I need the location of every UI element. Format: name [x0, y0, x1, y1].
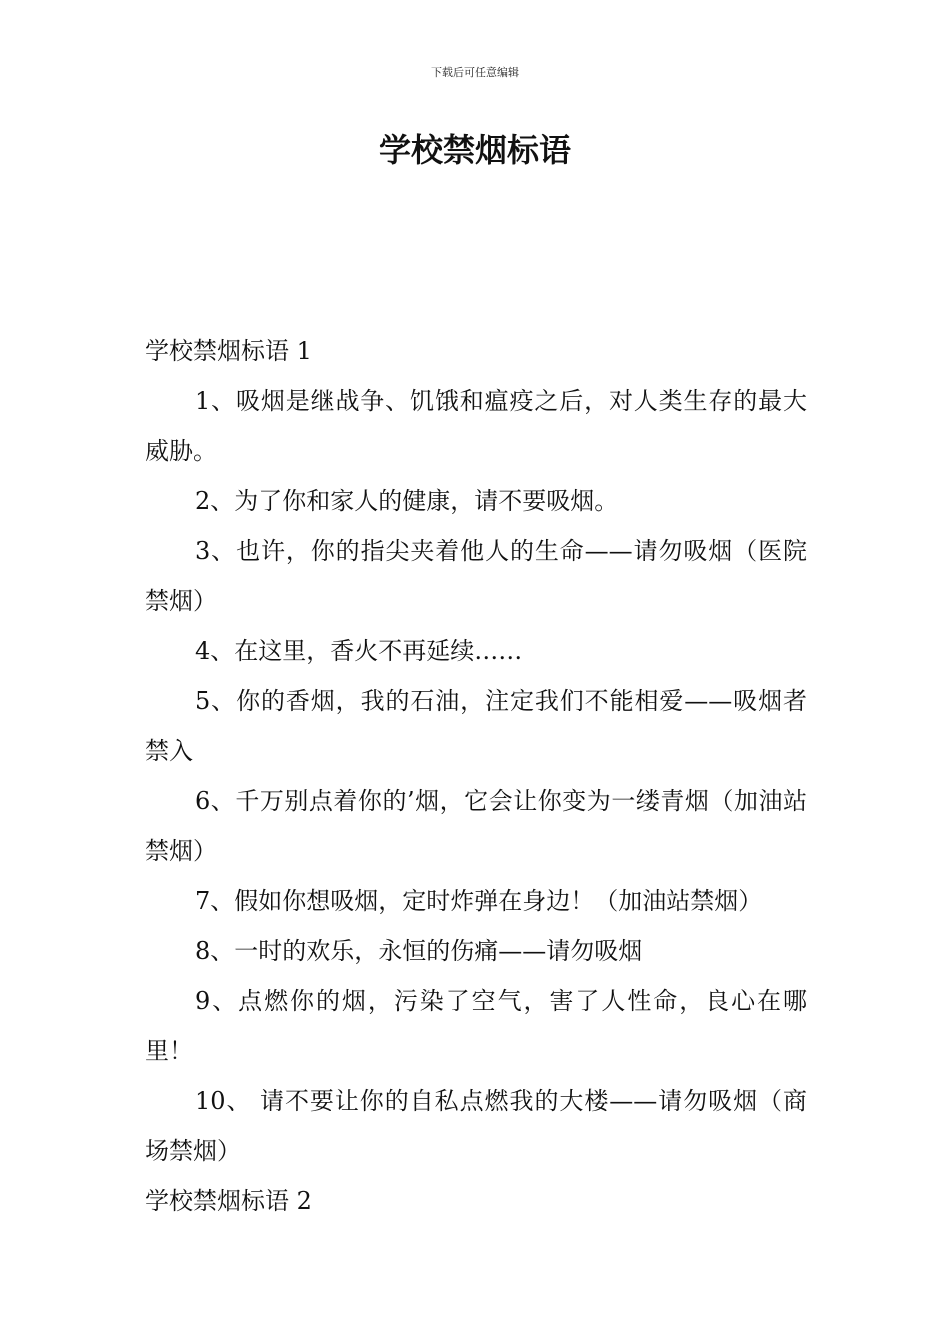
- section-heading-1: 学校禁烟标语 1: [145, 337, 312, 365]
- slogan-item-6: 6、千万别点着你的’烟，它会让你变为一缕青烟（加油站禁烟）: [145, 787, 807, 865]
- section-heading-2: 学校禁烟标语 2: [145, 1187, 312, 1215]
- document-body: [145, 326, 807, 1226]
- slogan-item-4: 4、在这里，香火不再延续……: [195, 637, 523, 665]
- slogan-item-2: 2、为了你和家人的健康，请不要吸烟。: [195, 487, 619, 515]
- slogan-item-8: 8、一时的欢乐，永恒的伤痛——请勿吸烟: [195, 937, 643, 965]
- slogan-item-5: 5、你的香烟，我的石油，注定我们不能相爱——吸烟者禁入: [145, 687, 807, 765]
- slogan-item-3: 3、也许，你的指尖夹着他人的生命——请勿吸烟（医院禁烟）: [145, 537, 807, 615]
- slogan-item-9: 9、点燃你的烟，污染了空气，害了人性命，良心在哪里！: [145, 987, 807, 1065]
- slogan-item-1: 1、吸烟是继战争、饥饿和瘟疫之后，对人类生存的最大威胁。: [145, 387, 807, 465]
- slogan-item-10: 10、 请不要让你的自私点燃我的大楼——请勿吸烟（商场禁烟）: [145, 1087, 807, 1165]
- document-title: 学校禁烟标语: [378, 131, 571, 169]
- slogan-item-7: 7、假如你想吸烟，定时炸弹在身边！（加油站禁烟）: [195, 887, 763, 915]
- header-note: 下载后可任意编辑: [431, 66, 519, 79]
